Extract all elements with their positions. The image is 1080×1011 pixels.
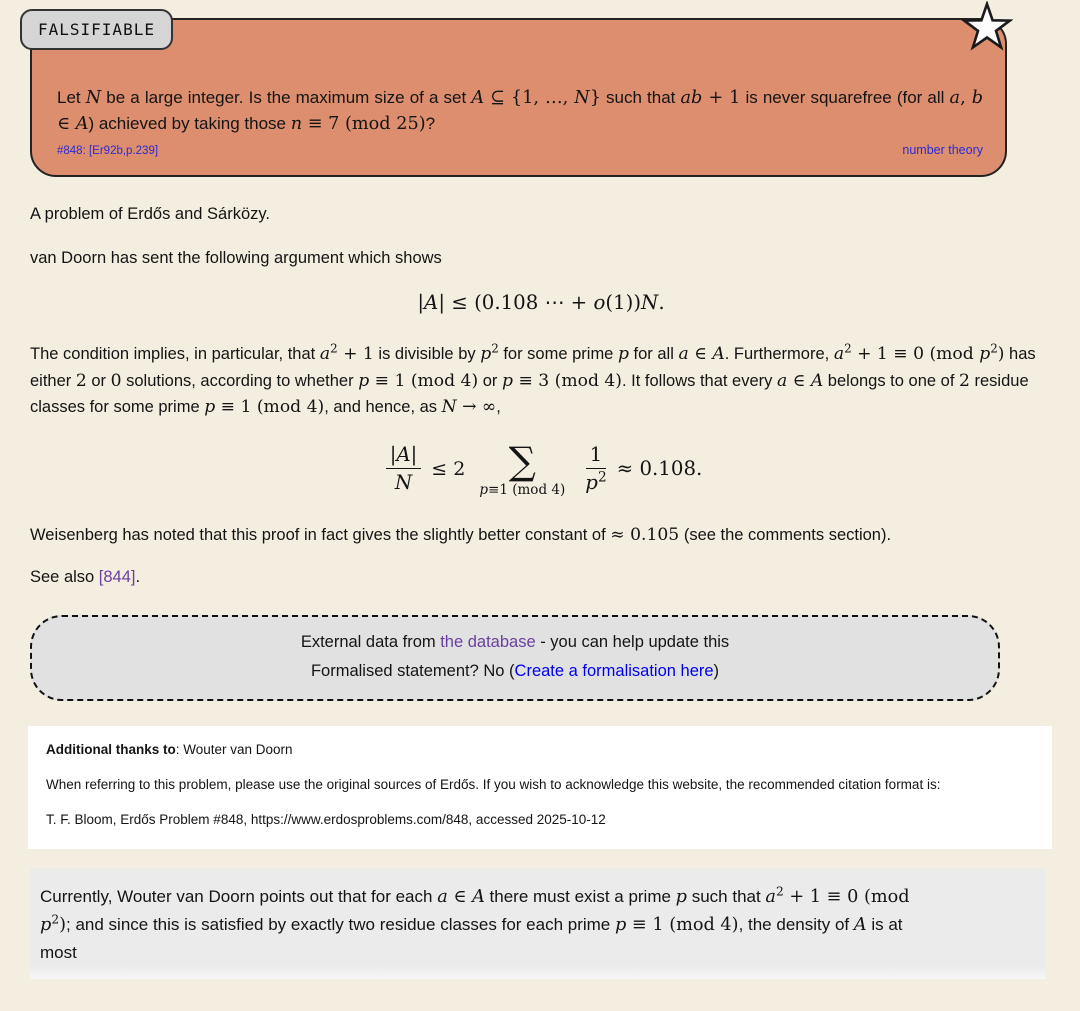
problem-number-link[interactable]: #848:	[57, 145, 86, 157]
formalised-statement-line: Formalised statement? No (Create a formalisation here)	[310, 662, 720, 681]
reference-link[interactable]: [Er92b,p.239]	[88, 145, 159, 157]
display-math-sum	[30, 438, 1052, 498]
fraction-numerator: 1	[586, 443, 607, 469]
additional-thanks-label: Additional thanks to	[46, 742, 176, 758]
problem-card-footer	[57, 143, 983, 157]
problem-card	[30, 18, 1007, 177]
summation	[479, 438, 566, 498]
sigma-symbol: ∑	[508, 438, 536, 483]
display-math-bound: |A| ≤ (0.108 ⋯ + o(1))N.	[417, 291, 665, 314]
citation-guidance: When referring to this problem, please use the original sources of Erdős. If you wish to acknowledge this website, the recommended citation format is:	[46, 777, 941, 793]
para-condition: The condition implies, in particular, that $a^2 + 1$ is divisible by $p^2$ for some prime p for all a ∈ A. Furthermore, $a^2 + 1 \equiv 0$ (mod $p^2$) has either 2 or 0 solutions, according to whether p ≡ 1 (mod 4) or p ≡ 3 (mod 4). It follows that every a ∈ A belongs to one of 2 residue classes for some prime p ≡ 1 (mod 4), and hence, as N → ∞,	[30, 341, 1036, 417]
additional-thanks-line	[46, 740, 1034, 759]
fraction-denominator: $p^2$	[585, 469, 607, 495]
fraction-A-over-N	[386, 443, 422, 494]
article	[0, 205, 1080, 979]
para-attribution: A problem of Erdős and Sárközy.	[30, 205, 270, 223]
external-data-line: External data from the database - you can help update this	[300, 633, 730, 652]
additional-thanks-value: : Wouter van Doorn	[175, 742, 293, 758]
comment-text: Currently, Wouter van Doorn points out that for each a ∈ A there must exist a prime p such that $a^2 + 1 \equiv 0$ (mod $p^2$); and since this is satisfied by exactly two residue classes for each prime p ≡ 1 (mod 4), the density of A is at most	[40, 884, 910, 963]
star-icon[interactable]	[961, 1, 1013, 51]
para-weisenberg: Weisenberg has noted that this proof in fact gives the slightly better constant of ≈ 0.105 (see the comments section).	[30, 525, 892, 546]
summation-subscript: p≡1 (mod 4)	[479, 481, 566, 498]
citation-text: T. F. Bloom, Erdős Problem #848, https://www.erdosproblems.com/848, accessed 2025-10-12	[46, 812, 606, 828]
see-also-844-link[interactable]: [844]	[98, 568, 136, 587]
problem-refs	[57, 145, 158, 157]
approx-value: ≈ 0.108.	[616, 457, 703, 481]
fraction-denominator: N	[394, 471, 413, 495]
create-formalisation-link[interactable]: Create a formalisation here	[514, 662, 714, 681]
external-data-box	[30, 615, 1000, 701]
problem-statement: Let N be a large integer. Is the maximum size of a set A ⊆ {1, …, N} such that ab + 1 is never squarefree (for all a, b ∈ A) achieved by taking those n ≡ 7 (mod 25)?	[57, 88, 983, 134]
comment-box	[30, 868, 1045, 979]
page	[0, 18, 1080, 1011]
tag-number-theory-link[interactable]: number theory	[902, 143, 983, 157]
citation-box	[28, 726, 1052, 849]
para-van-doorn: van Doorn has sent the following argument which shows	[30, 249, 442, 267]
relation-leq-2: ≤ 2	[431, 457, 466, 480]
database-link[interactable]: the database	[440, 633, 536, 652]
fraction-1-over-p2	[581, 443, 610, 494]
problem-card-wrap	[30, 18, 1007, 177]
falsifiable-badge: FALSIFIABLE	[20, 9, 173, 50]
fraction-numerator: |A|	[386, 443, 422, 469]
para-see-also: See also [844].	[30, 568, 141, 587]
